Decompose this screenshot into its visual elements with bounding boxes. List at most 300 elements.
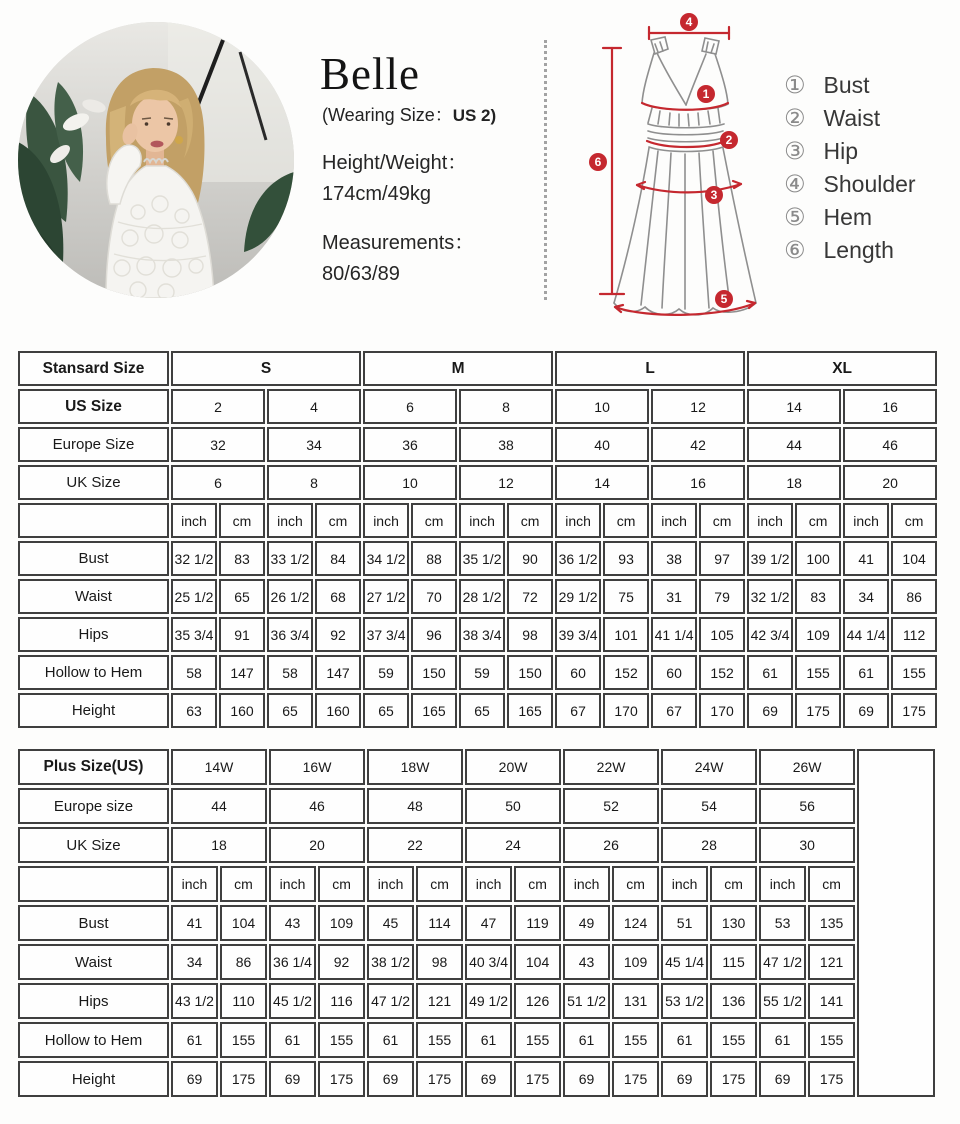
size-cell: 52	[563, 788, 659, 824]
table-row	[18, 465, 937, 500]
row-label: Hollow to Hem	[18, 655, 169, 690]
table-row	[18, 503, 937, 538]
size-cell: 119	[514, 905, 561, 941]
size-cell: 152	[603, 655, 649, 690]
size-cell: 44	[747, 427, 841, 462]
size-cell: 88	[411, 541, 457, 576]
size-cell: 44	[171, 788, 267, 824]
size-cell: 69	[367, 1061, 414, 1097]
height-weight-label: Height/Weight：	[322, 152, 468, 174]
size-cell: 36 1/4	[269, 944, 316, 980]
size-cell: 58	[171, 655, 217, 690]
size-cell: 101	[603, 617, 649, 652]
size-cell: 40 3/4	[465, 944, 512, 980]
size-cell: 32 1/2	[171, 541, 217, 576]
row-label: Bust	[18, 541, 169, 576]
size-cell: cm	[514, 866, 561, 902]
size-cell: cm	[699, 503, 745, 538]
size-cell: 104	[891, 541, 937, 576]
size-cell: 24W	[661, 749, 757, 785]
size-cell: 34	[843, 579, 889, 614]
size-cell: 170	[603, 693, 649, 728]
size-cell: 58	[267, 655, 313, 690]
plus-size-table	[16, 746, 937, 1100]
size-cell: 6	[171, 465, 265, 500]
size-cell: 98	[507, 617, 553, 652]
circled-number-icon: ③	[784, 137, 806, 165]
size-cell: 152	[699, 655, 745, 690]
size-cell: 61	[367, 1022, 414, 1058]
table-row	[18, 351, 937, 386]
size-cell: inch	[363, 503, 409, 538]
size-cell: 175	[795, 693, 841, 728]
size-cell: inch	[661, 866, 708, 902]
size-cell: 26	[563, 827, 659, 863]
size-cell: 33 1/2	[267, 541, 313, 576]
size-cell: 22W	[563, 749, 659, 785]
size-cell: 175	[612, 1061, 659, 1097]
size-cell: 67	[651, 693, 697, 728]
size-cell: 12	[651, 389, 745, 424]
marker-shoulder-num: 4	[685, 15, 693, 29]
size-cell: 155	[220, 1022, 267, 1058]
size-cell: 155	[612, 1022, 659, 1058]
size-cell: 135	[808, 905, 855, 941]
model-photo	[18, 22, 294, 298]
measurements-value: 80/63/89	[322, 263, 400, 285]
size-cell: 109	[612, 944, 659, 980]
size-cell: 175	[808, 1061, 855, 1097]
size-cell: 115	[710, 944, 757, 980]
table-row	[18, 427, 937, 462]
size-cell: 61	[269, 1022, 316, 1058]
table-row	[18, 827, 935, 863]
size-cell: S	[171, 351, 361, 386]
row-label: UK Size	[18, 465, 169, 500]
legend-label: Hip	[823, 137, 859, 164]
size-cell: cm	[808, 866, 855, 902]
size-cell: 84	[315, 541, 361, 576]
table-row	[18, 693, 937, 728]
table-row	[18, 788, 935, 824]
size-cell: 175	[514, 1061, 561, 1097]
size-cell: 68	[315, 579, 361, 614]
empty-cell	[857, 749, 935, 1097]
standard-size-table	[16, 348, 939, 731]
legend-label: Waist	[823, 104, 881, 131]
size-cell: 150	[507, 655, 553, 690]
size-cell: 121	[416, 983, 463, 1019]
size-cell: 61	[759, 1022, 806, 1058]
size-cell: 61	[661, 1022, 708, 1058]
size-cell: 39 3/4	[555, 617, 601, 652]
size-cell: 61	[563, 1022, 610, 1058]
size-cell: 105	[699, 617, 745, 652]
size-cell: 14	[747, 389, 841, 424]
marker-bust-num: 1	[702, 87, 710, 101]
size-cell: cm	[795, 503, 841, 538]
size-cell: 28	[661, 827, 757, 863]
size-cell: 155	[416, 1022, 463, 1058]
row-label: Bust	[18, 905, 169, 941]
size-cell: 63	[171, 693, 217, 728]
row-label: Hips	[18, 983, 169, 1019]
legend-label: Length	[823, 236, 894, 263]
dotted-divider	[544, 40, 547, 300]
size-cell: 104	[220, 905, 267, 941]
row-label: Height	[18, 1061, 169, 1097]
header-section	[0, 0, 960, 348]
size-cell: 38	[651, 541, 697, 576]
table-row	[18, 983, 935, 1019]
size-cell: 44 1/4	[843, 617, 889, 652]
size-cell: 18	[747, 465, 841, 500]
row-label: Plus Size(US)	[18, 749, 169, 785]
size-cell: 25 1/2	[171, 579, 217, 614]
size-cell: 67	[555, 693, 601, 728]
size-cell: 2	[171, 389, 265, 424]
row-label: Waist	[18, 944, 169, 980]
size-cell: 116	[318, 983, 365, 1019]
size-cell: 12	[459, 465, 553, 500]
row-label: Hips	[18, 617, 169, 652]
size-cell: 43	[269, 905, 316, 941]
size-cell: 41	[843, 541, 889, 576]
size-cell: 35 3/4	[171, 617, 217, 652]
circled-number-icon: ⑤	[784, 203, 806, 231]
row-label	[18, 866, 169, 902]
size-cell: 61	[747, 655, 793, 690]
size-cell: 175	[318, 1061, 365, 1097]
size-cell: 59	[459, 655, 505, 690]
size-cell: 32	[171, 427, 265, 462]
size-cell: 131	[612, 983, 659, 1019]
size-cell: cm	[315, 503, 361, 538]
size-cell: 124	[612, 905, 659, 941]
table-row	[18, 655, 937, 690]
table-row	[18, 579, 937, 614]
size-cell: cm	[612, 866, 659, 902]
size-cell: 37 3/4	[363, 617, 409, 652]
size-cell: 155	[891, 655, 937, 690]
size-cell: cm	[891, 503, 937, 538]
size-cell: 51 1/2	[563, 983, 610, 1019]
size-cell: 90	[507, 541, 553, 576]
size-cell: 4	[267, 389, 361, 424]
size-cell: inch	[459, 503, 505, 538]
size-cell: 72	[507, 579, 553, 614]
size-cell: 41	[171, 905, 218, 941]
marker-hip-num: 3	[710, 188, 718, 202]
size-cell: 83	[795, 579, 841, 614]
size-cell: 45 1/2	[269, 983, 316, 1019]
row-label: UK Size	[18, 827, 169, 863]
row-label: Stansard Size	[18, 351, 169, 386]
size-cell: 45 1/4	[661, 944, 708, 980]
size-cell: 34	[171, 944, 218, 980]
marker-waist-num: 2	[725, 133, 733, 147]
size-cell: 30	[759, 827, 855, 863]
size-cell: 49	[563, 905, 610, 941]
wearing-size-prefix: (Wearing Size：	[322, 105, 453, 125]
size-cell: 18	[171, 827, 267, 863]
size-cell: 39 1/2	[747, 541, 793, 576]
size-cell: 175	[220, 1061, 267, 1097]
size-cell: 16W	[269, 749, 365, 785]
size-cell: inch	[563, 866, 610, 902]
size-cell: 43 1/2	[171, 983, 218, 1019]
size-cell: 69	[269, 1061, 316, 1097]
size-cell: 56	[759, 788, 855, 824]
table-row	[18, 749, 935, 785]
size-cell: 34 1/2	[363, 541, 409, 576]
size-cell: 109	[318, 905, 365, 941]
table-row	[18, 1022, 935, 1058]
size-cell: 150	[411, 655, 457, 690]
size-cell: 112	[891, 617, 937, 652]
size-cell: 155	[318, 1022, 365, 1058]
size-cell: 65	[219, 579, 265, 614]
size-cell: 59	[363, 655, 409, 690]
size-cell: 16	[651, 465, 745, 500]
row-label: Waist	[18, 579, 169, 614]
size-cell: 36 3/4	[267, 617, 313, 652]
size-cell: 147	[219, 655, 265, 690]
size-cell: 155	[795, 655, 841, 690]
size-cell: 36	[363, 427, 457, 462]
size-cell: 50	[465, 788, 561, 824]
size-cell: 20W	[465, 749, 561, 785]
size-cell: cm	[603, 503, 649, 538]
size-cell: 45	[367, 905, 414, 941]
size-cell: 175	[891, 693, 937, 728]
size-cell: 92	[315, 617, 361, 652]
size-cell: 69	[759, 1061, 806, 1097]
size-cell: 43	[563, 944, 610, 980]
size-cell: 93	[603, 541, 649, 576]
size-cell: 26W	[759, 749, 855, 785]
size-cell: L	[555, 351, 745, 386]
size-cell: 41 1/4	[651, 617, 697, 652]
size-cell: inch	[651, 503, 697, 538]
size-cell: 69	[661, 1061, 708, 1097]
legend-label: Hem	[823, 203, 873, 230]
size-cell: 136	[710, 983, 757, 1019]
model-photo-illustration	[18, 22, 294, 298]
size-cell: 61	[171, 1022, 218, 1058]
size-cell: 175	[710, 1061, 757, 1097]
size-cell: 18W	[367, 749, 463, 785]
row-label	[18, 503, 169, 538]
legend-label: Bust	[823, 71, 870, 98]
size-cell: 42	[651, 427, 745, 462]
size-cell: 38 1/2	[367, 944, 414, 980]
size-cell: 175	[416, 1061, 463, 1097]
size-cell: inch	[465, 866, 512, 902]
size-cell: 109	[795, 617, 841, 652]
legend-item	[784, 72, 916, 98]
legend-item	[784, 171, 916, 197]
size-cell: 70	[411, 579, 457, 614]
size-cell: 100	[795, 541, 841, 576]
size-cell: M	[363, 351, 553, 386]
size-cell: 147	[315, 655, 361, 690]
size-cell: 29 1/2	[555, 579, 601, 614]
size-cell: 49 1/2	[465, 983, 512, 1019]
size-cell: cm	[219, 503, 265, 538]
size-cell: 22	[367, 827, 463, 863]
circled-number-icon: ⑥	[784, 236, 806, 264]
size-cell: inch	[555, 503, 601, 538]
size-cell: inch	[747, 503, 793, 538]
size-cell: 31	[651, 579, 697, 614]
size-cell: 104	[514, 944, 561, 980]
size-cell: inch	[843, 503, 889, 538]
wearing-size-value: US 2)	[452, 106, 497, 125]
size-cell: cm	[411, 503, 457, 538]
size-cell: 38 3/4	[459, 617, 505, 652]
size-cell: 47	[465, 905, 512, 941]
size-cell: cm	[416, 866, 463, 902]
legend-item	[784, 138, 916, 164]
size-cell: 155	[514, 1022, 561, 1058]
size-cell: cm	[318, 866, 365, 902]
size-cell: 86	[891, 579, 937, 614]
size-cell: 42 3/4	[747, 617, 793, 652]
size-cell: 46	[843, 427, 937, 462]
size-cell: 69	[465, 1061, 512, 1097]
row-label: Hollow to Hem	[18, 1022, 169, 1058]
size-cell: 69	[747, 693, 793, 728]
size-cell: 160	[219, 693, 265, 728]
size-cell: 165	[507, 693, 553, 728]
size-cell: 40	[555, 427, 649, 462]
table-row	[18, 866, 935, 902]
size-cell: 60	[651, 655, 697, 690]
legend-item	[784, 204, 916, 230]
size-cell: 47 1/2	[759, 944, 806, 980]
size-cell: 130	[710, 905, 757, 941]
legend-label: Shoulder	[823, 170, 916, 197]
size-cell: 60	[555, 655, 601, 690]
size-cell: 65	[459, 693, 505, 728]
size-cell: inch	[269, 866, 316, 902]
table-row	[18, 617, 937, 652]
size-cell: XL	[747, 351, 937, 386]
circled-number-icon: ②	[784, 104, 806, 132]
size-cell: 8	[459, 389, 553, 424]
size-cell: 20	[843, 465, 937, 500]
size-cell: 6	[363, 389, 457, 424]
size-cell: 20	[269, 827, 365, 863]
size-cell: inch	[171, 866, 218, 902]
size-cell: 16	[843, 389, 937, 424]
size-cell: 24	[465, 827, 561, 863]
size-cell: 126	[514, 983, 561, 1019]
measurement-legend	[784, 72, 916, 263]
row-label: Height	[18, 693, 169, 728]
size-cell: 75	[603, 579, 649, 614]
measurements-label: Measurements：	[322, 232, 475, 254]
row-label: Europe size	[18, 788, 169, 824]
size-cell: 27 1/2	[363, 579, 409, 614]
size-cell: cm	[507, 503, 553, 538]
size-cell: 14	[555, 465, 649, 500]
size-cell: 36 1/2	[555, 541, 601, 576]
marker-hem-num: 5	[720, 292, 728, 306]
dress-measurement-diagram	[548, 4, 778, 326]
size-cell: 86	[220, 944, 267, 980]
model-name: Belle	[320, 49, 420, 99]
legend-item	[784, 105, 916, 131]
size-cell: 83	[219, 541, 265, 576]
legend-item	[784, 237, 916, 263]
size-cell: 53 1/2	[661, 983, 708, 1019]
size-cell: 26 1/2	[267, 579, 313, 614]
size-cell: 48	[367, 788, 463, 824]
wearing-size	[322, 101, 496, 127]
size-cell: 14W	[171, 749, 267, 785]
size-cell: 10	[555, 389, 649, 424]
row-label: US Size	[18, 389, 169, 424]
size-cell: 38	[459, 427, 553, 462]
table-row	[18, 541, 937, 576]
size-cell: cm	[710, 866, 757, 902]
size-cell: 155	[808, 1022, 855, 1058]
size-cell: cm	[220, 866, 267, 902]
row-label: Europe Size	[18, 427, 169, 462]
size-cell: 69	[171, 1061, 218, 1097]
table-row	[18, 905, 935, 941]
size-cell: 110	[220, 983, 267, 1019]
size-cell: 65	[363, 693, 409, 728]
size-cell: inch	[367, 866, 414, 902]
size-cell: 47 1/2	[367, 983, 414, 1019]
size-cell: inch	[759, 866, 806, 902]
size-cell: 96	[411, 617, 457, 652]
table-row	[18, 944, 935, 980]
size-cell: 97	[699, 541, 745, 576]
size-cell: 141	[808, 983, 855, 1019]
table-row	[18, 389, 937, 424]
size-cell: 8	[267, 465, 361, 500]
height-weight-value: 174cm/49kg	[322, 183, 431, 205]
size-cell: 160	[315, 693, 361, 728]
size-cell: 28 1/2	[459, 579, 505, 614]
size-cell: 114	[416, 905, 463, 941]
size-cell: 35 1/2	[459, 541, 505, 576]
size-cell: 51	[661, 905, 708, 941]
size-cell: 55 1/2	[759, 983, 806, 1019]
size-cell: 10	[363, 465, 457, 500]
marker-length-num: 6	[594, 155, 602, 169]
size-cell: 69	[563, 1061, 610, 1097]
size-cell: 165	[411, 693, 457, 728]
size-cell: 170	[699, 693, 745, 728]
size-cell: 34	[267, 427, 361, 462]
size-cell: 61	[465, 1022, 512, 1058]
size-cell: 69	[843, 693, 889, 728]
size-cell: 92	[318, 944, 365, 980]
circled-number-icon: ④	[784, 170, 806, 198]
size-cell: inch	[171, 503, 217, 538]
table-row	[18, 1061, 935, 1097]
size-cell: 61	[843, 655, 889, 690]
size-cell: 155	[710, 1022, 757, 1058]
size-cell: 98	[416, 944, 463, 980]
size-cell: 54	[661, 788, 757, 824]
size-cell: 46	[269, 788, 365, 824]
